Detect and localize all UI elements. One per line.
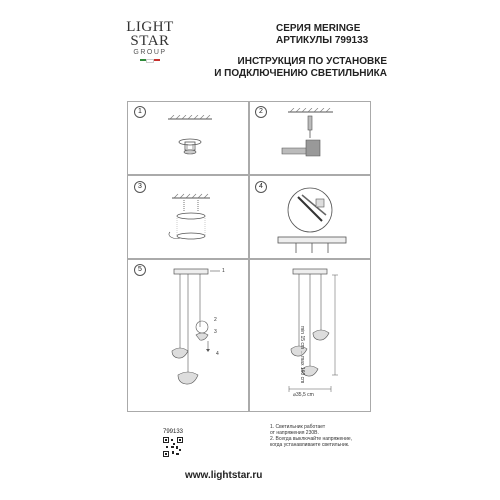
logo-line1: LIGHT (126, 19, 174, 35)
note-1-line-1: 1. Светильник работает (270, 424, 326, 430)
step-number-4: 4 (255, 181, 267, 193)
mounting-plate-illustration (160, 190, 220, 250)
step5-label-2: 2 (214, 317, 217, 323)
dimension-drawing (275, 265, 365, 405)
step5-label-3: 3 (214, 329, 217, 335)
brand-logo (120, 20, 180, 63)
height-dimension: min 15 cm ... max 160 cm (299, 326, 305, 384)
logo-line3: GROUP (133, 49, 167, 56)
note-2-line-2: когда устанавливаете светильник. (270, 442, 350, 448)
title-line-1: ИНСТРУКЦИЯ ПО УСТАНОВКЕ (237, 56, 387, 67)
website-link[interactable]: www.lightstar.ru (185, 470, 263, 481)
drill-hammer-illustration (278, 108, 348, 168)
sku-label: 799133 (163, 429, 184, 435)
title-line-2: И ПОДКЛЮЧЕНИЮ СВЕТИЛЬНИКА (214, 68, 387, 79)
diameter-dimension: ⌀35,5 cm (293, 392, 314, 398)
logo-line2: STAR (130, 33, 170, 49)
step-number-1: 1 (134, 106, 146, 118)
qr-code-icon (163, 437, 183, 457)
pendant-assembly-illustration (150, 265, 245, 405)
note-2-line-1: 2. Всегда выключайте напряжение, (270, 436, 353, 442)
step5-label-4: 4 (216, 351, 219, 357)
step-number-2: 2 (255, 106, 267, 118)
series-name: СЕРИЯ MERINGE (276, 23, 361, 34)
wiring-connection-illustration (272, 185, 352, 255)
step-number-5: 5 (134, 264, 146, 276)
step-number-3: 3 (134, 181, 146, 193)
ceiling-mount-illustration (160, 115, 220, 170)
step5-label-1: 1 (222, 268, 225, 274)
safety-notes (270, 424, 380, 448)
series-header (276, 23, 368, 47)
document-title (193, 56, 387, 80)
note-1-line-2: от напряжения 230В. (270, 430, 319, 436)
article-numbers: АРТИКУЛЫ 799133 (276, 35, 369, 46)
italian-flag-icon (120, 59, 180, 63)
